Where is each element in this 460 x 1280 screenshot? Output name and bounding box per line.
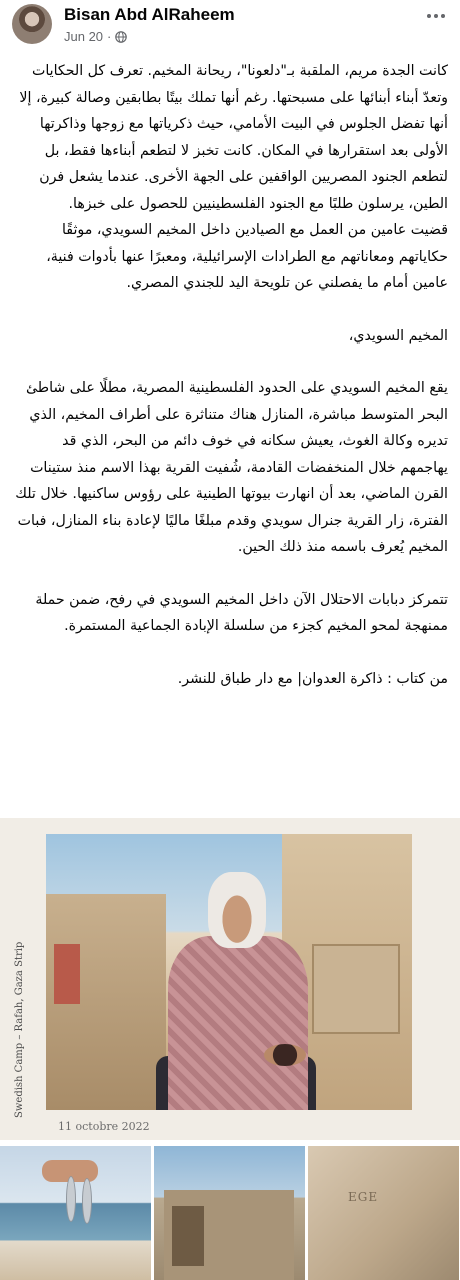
photo-stone-text: EGE xyxy=(348,1190,379,1204)
post-paragraph: المخيم السويدي، xyxy=(348,327,448,344)
photo-date-caption: 11 octobre 2022 xyxy=(58,1120,150,1133)
photo-side-caption: Swedish Camp – Rafah, Gaza Strip xyxy=(14,941,25,1118)
photo-woman-head xyxy=(208,872,266,948)
more-dot xyxy=(441,14,445,18)
globe-icon[interactable] xyxy=(115,31,127,43)
more-icon[interactable] xyxy=(424,8,448,24)
post-paragraph: قضيت عامين من العمل مع الصيادين داخل المخيم السويدي، موثقًا حكاياتهم ومعاناتهم مع الطرادات الإسرائيلية، ومعبرًا عنها بأدوات فنية، عامين أمام ما يفصلني عن تلويحة اليد للجندي المصري. xyxy=(46,222,448,291)
post-paragraph: كانت الجدة مريم، الملقبة بـ"دلعونا"، ريحانة المخيم. تعرف كل الحكايات وتعدّ أبناء أبنائها على مسبحتها. رغم أنها تملك بيتًا بطابقين وصالة كبيرة، إلا أنها تفضل الجلوس في البيت الأمامي، حيث ذكرياتها مع زوجها وذاكرتها الأولى بعد استقرارها في المكان. كانت تخبز لا لتطعم أبناءها فقط، بل لتطعم الجنود المصريين الواقفين على الجهة الأخرى. عندما يشعل فرن الطين، يرسلون طلبًا مع الجنود الفلسطينيين للحصول على خبزها. xyxy=(19,63,448,212)
photo-sign xyxy=(312,944,400,1034)
post-meta xyxy=(64,29,127,44)
photo-fish xyxy=(66,1176,76,1222)
post-header xyxy=(0,0,460,54)
photo-woman-body xyxy=(168,936,308,1110)
more-dot xyxy=(427,14,431,18)
more-dot xyxy=(434,14,438,18)
photo-hand-dates xyxy=(264,1044,306,1066)
post-paragraph: تتمركز دبابات الاحتلال الآن داخل المخيم السويدي في رفح، ضمن حملة ممنهجة لمحو المخيم كجزء من سلسلة الإبادة الجماعية المستمرة. xyxy=(35,591,448,634)
author-name[interactable]: Bisan Abd AlRaheem xyxy=(64,5,235,24)
avatar[interactable] xyxy=(12,4,52,44)
thumbnail-house[interactable] xyxy=(154,1146,305,1280)
photo-house-door xyxy=(172,1206,204,1266)
post-body xyxy=(12,58,448,692)
photo-door xyxy=(54,944,80,1004)
main-photo[interactable] xyxy=(46,834,412,1110)
meta-separator: · xyxy=(107,29,112,44)
post-paragraph: يقع المخيم السويدي على الحدود الفلسطينية المصرية، مطلًا على شاطئ البحر المتوسط مباشرة، المنازل هناك متناثرة على أطراف المخيم، الذي تديره وكالة الغوث، يعيش سكانه في خوف دائم من البحر، الذي قد يهاجمهم خلال المنخفضات القادمة، شُفيت القرية بهذا الاسم منذ ستينات القرن الماضي، بعد أن انهارت بيوتها الطينية على رؤوس ساكنيها. خلال تلك الفترة، زار القرية جنرال سويدي وقدم مبلغًا ماليًا لإعادة بناء المنازل، فبات المخيم يُعرف باسمه منذ ذلك الحين. xyxy=(15,380,448,555)
post-paragraph: من كتاب : ذاكرة العدوان| مع دار طباق للنشر. xyxy=(177,670,448,687)
thumbnail-fish[interactable] xyxy=(0,1146,151,1280)
thumbnail-stone[interactable] xyxy=(308,1146,459,1280)
main-photo-frame[interactable] xyxy=(0,818,460,1140)
post-date[interactable]: Jun 20 xyxy=(64,29,104,44)
photo-fish xyxy=(82,1178,92,1224)
photo-gallery xyxy=(0,818,460,1280)
